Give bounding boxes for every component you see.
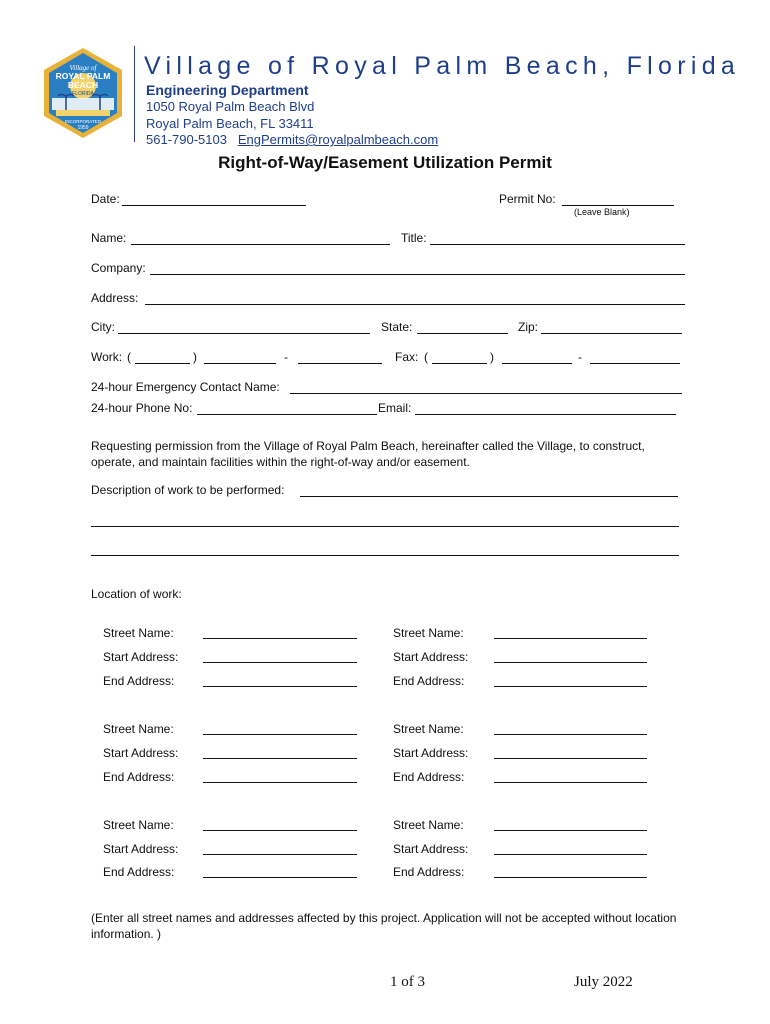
start-address-label: Start Address: [393,746,469,760]
start-address-field[interactable] [203,758,357,759]
start-address-label: Start Address: [103,746,179,760]
start-address-label: Start Address: [393,842,469,856]
department-name: Engineering Department [146,82,309,98]
phone-no-field[interactable] [197,414,377,415]
phone-no-label: 24-hour Phone No: [91,401,193,415]
end-address-field[interactable] [203,782,357,783]
address-line-2: Royal Palm Beach, FL 33411 [146,116,314,131]
work-label: Work: [91,350,123,364]
zip-field[interactable] [541,333,682,334]
work-paren-close: ) [193,350,197,364]
fax-label: Fax: [395,350,419,364]
logo-text-year: 1959 [77,125,89,131]
leave-blank-note: (Leave Blank) [574,207,630,217]
logo-text-florida: FLORIDA [72,91,94,97]
city-field[interactable] [118,333,370,334]
end-address-field[interactable] [494,782,647,783]
end-address-field[interactable] [494,686,647,687]
date-field[interactable] [122,205,306,206]
end-address-label: End Address: [103,865,175,879]
permit-no-field[interactable] [562,205,674,206]
description-field-2[interactable] [91,526,679,527]
fax-dash: - [578,350,582,364]
street-name-field[interactable] [494,638,647,639]
zip-label: Zip: [518,320,539,334]
work-paren-open: ( [127,350,131,364]
emergency-contact-field[interactable] [290,393,682,394]
description-label: Description of work to be performed: [91,483,285,497]
header-divider [134,46,135,142]
logo-text-royal-palm: ROYAL PALM [55,71,111,81]
state-label: State: [381,320,413,334]
street-name-field[interactable] [494,830,647,831]
fax-area-code-field[interactable] [432,363,487,364]
work-area-code-field[interactable] [135,363,190,364]
address-label: Address: [91,291,139,305]
company-field[interactable] [150,274,685,275]
phone-number: 561-790-5103 [146,132,227,147]
village-seal-logo [42,46,124,140]
fax-paren-close: ) [490,350,494,364]
logo-text-incorporated: INCORPORATED [65,119,101,124]
work-prefix-field[interactable] [204,363,276,364]
title-field[interactable] [430,244,685,245]
street-name-label: Street Name: [103,722,174,736]
start-address-field[interactable] [203,662,357,663]
end-address-label: End Address: [103,674,175,688]
street-name-label: Street Name: [393,722,464,736]
end-address-field[interactable] [494,877,647,878]
work-line-field[interactable] [298,363,382,364]
start-address-field[interactable] [203,854,357,855]
location-label: Location of work: [91,587,182,601]
street-name-field[interactable] [203,830,357,831]
form-title: Right-of-Way/Easement Utilization Permit [218,153,552,172]
state-field[interactable] [417,333,508,334]
street-name-label: Street Name: [103,626,174,640]
location-note: (Enter all street names and addresses affected by this project. Application will not be accepted without location information. ) [91,911,677,941]
street-name-field[interactable] [203,734,357,735]
email-link[interactable]: EngPermits@royalpalmbeach.com [237,132,439,147]
end-address-field[interactable] [203,877,357,878]
village-title: Village of Royal Palm Beach, Florida [144,52,741,80]
fax-prefix-field[interactable] [502,363,572,364]
address-line-1: 1050 Royal Palm Beach Blvd [146,99,315,114]
city-label: City: [91,320,115,334]
request-statement: Requesting permission from the Village of Royal Palm Beach, hereinafter called the Village, to construct, operate, and maintain facilities within the right-of-way and/or easement. [91,439,645,469]
end-address-label: End Address: [393,674,465,688]
permit-no-label: Permit No: [499,192,556,206]
name-field[interactable] [131,244,390,245]
date-label: Date: [91,192,120,206]
start-address-label: Start Address: [103,650,179,664]
logo-text-beach: BEACH [67,80,99,90]
start-address-field[interactable] [494,854,647,855]
start-address-label: Start Address: [103,842,179,856]
contact-line [146,132,438,147]
address-field[interactable] [145,304,685,305]
end-address-label: End Address: [393,770,465,784]
start-address-field[interactable] [494,758,647,759]
street-name-label: Street Name: [393,626,464,640]
email-label: Email: [378,401,412,415]
title-label: Title: [401,231,427,245]
page-number: 1 of 3 [390,974,425,990]
end-address-field[interactable] [203,686,357,687]
start-address-label: Start Address: [393,650,469,664]
end-address-label: End Address: [393,865,465,879]
street-name-label: Street Name: [103,818,174,832]
street-name-field[interactable] [494,734,647,735]
email-field[interactable] [415,414,676,415]
description-field-3[interactable] [91,555,679,556]
company-label: Company: [91,261,146,275]
emergency-contact-label: 24-hour Emergency Contact Name: [91,380,280,394]
fax-paren-open: ( [424,350,428,364]
name-label: Name: [91,231,127,245]
end-address-label: End Address: [103,770,175,784]
street-name-field[interactable] [203,638,357,639]
start-address-field[interactable] [494,662,647,663]
logo-text-village-of: Village of [69,64,97,72]
fax-line-field[interactable] [590,363,680,364]
revision-date: July 2022 [574,974,633,990]
description-field-1[interactable] [300,496,678,497]
street-name-label: Street Name: [393,818,464,832]
work-dash: - [284,350,288,364]
